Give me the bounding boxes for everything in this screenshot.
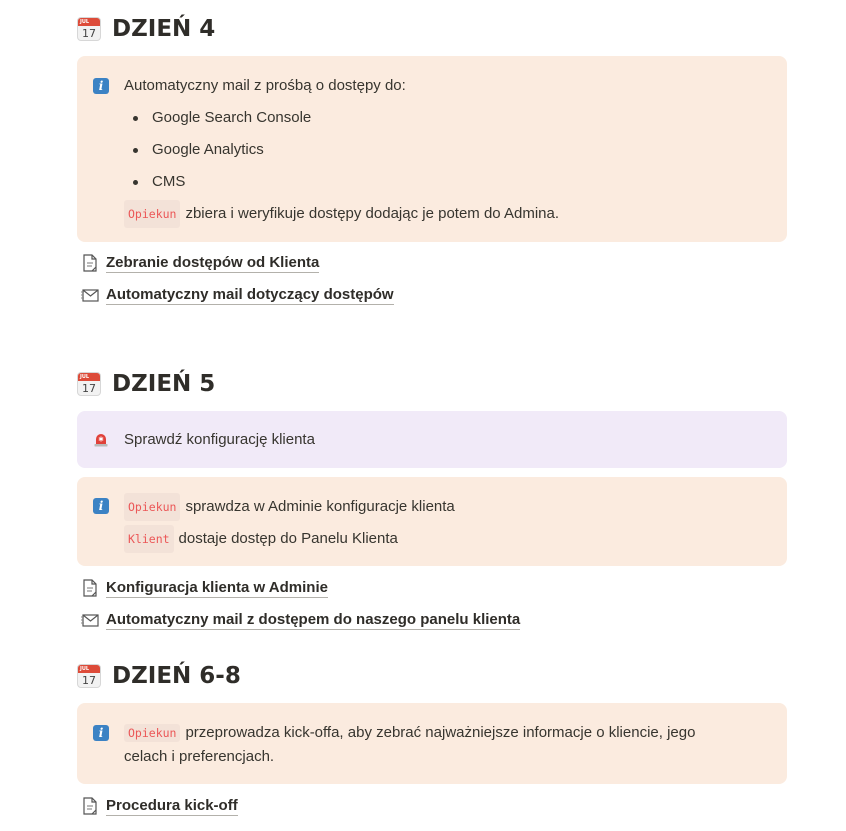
list-item: Google Search Console — [124, 102, 771, 134]
page-link-mail-panel-klienta[interactable] — [80, 608, 520, 632]
callout-note — [124, 198, 771, 230]
callout-day-5 — [77, 477, 787, 566]
page-link-label[interactable]: Konfiguracja klienta w Adminie — [106, 578, 328, 596]
callout-line — [124, 491, 771, 523]
callout-line — [124, 523, 771, 555]
heading-text: DZIEŃ 6-8 — [112, 663, 241, 689]
page-link-label[interactable]: Automatyczny mail dotyczący dostępów — [106, 285, 394, 303]
document-icon — [80, 253, 100, 273]
calendar-icon: JUL 17 — [77, 372, 101, 396]
siren-icon — [93, 431, 109, 447]
callout-line-text: przeprowadza kick-offa, aby zebrać najważniejsze informacje o kliencie, jego — [185, 724, 696, 741]
envelope-icon — [80, 610, 100, 630]
document-icon — [80, 796, 100, 816]
role-tag: Klient — [124, 525, 174, 553]
envelope-icon — [80, 285, 100, 305]
callout-note-text: zbiera i weryfikuje dostępy dodając je potem do Admina. — [185, 205, 560, 222]
section-heading-day-6-8 — [77, 659, 241, 693]
page-link-label[interactable]: Automatyczny mail z dostępem do naszego panelu klienta — [106, 610, 521, 628]
alert-callout-day-5 — [77, 411, 787, 468]
page-link-mail-dostepy[interactable] — [80, 283, 394, 307]
page-link-zebranie-dostepow[interactable] — [80, 251, 319, 275]
section-heading-day-5 — [77, 367, 215, 401]
alert-text: Sprawdź konfigurację klienta — [124, 431, 315, 448]
heading-text: DZIEŃ 5 — [112, 371, 216, 397]
callout-line-text: celach i preferencjach. — [124, 748, 275, 765]
calendar-icon: JUL 17 — [77, 664, 101, 688]
section-heading-day-4 — [77, 12, 215, 46]
callout-line-text: dostaje dostęp do Panelu Klienta — [178, 530, 398, 547]
page-link-procedura-kick-off[interactable] — [80, 794, 238, 818]
role-tag: Opiekun — [124, 493, 180, 521]
document-icon — [80, 578, 100, 598]
callout-intro: Automatyczny mail z prośbą o dostępy do: — [124, 77, 406, 94]
callout-line-text: sprawdza w Adminie konfiguracje klienta — [185, 498, 455, 515]
role-tag: Opiekun — [124, 724, 180, 742]
callout-day-4 — [77, 56, 787, 242]
info-icon: i — [93, 725, 109, 741]
calendar-icon: JUL 17 — [77, 17, 101, 41]
info-icon: i — [93, 78, 109, 94]
info-icon: i — [93, 498, 109, 514]
callout-paragraph — [124, 721, 771, 769]
page-link-label[interactable]: Procedura kick-off — [106, 796, 238, 814]
role-tag: Opiekun — [124, 200, 180, 228]
list-item: CMS — [124, 166, 771, 198]
page-link-konfiguracja-klienta[interactable] — [80, 576, 328, 600]
heading-text: DZIEŃ 4 — [112, 16, 216, 42]
page-link-label[interactable]: Zebranie dostępów od Klienta — [106, 253, 320, 271]
list-item: Google Analytics — [124, 134, 771, 166]
callout-day-6-8 — [77, 703, 787, 784]
